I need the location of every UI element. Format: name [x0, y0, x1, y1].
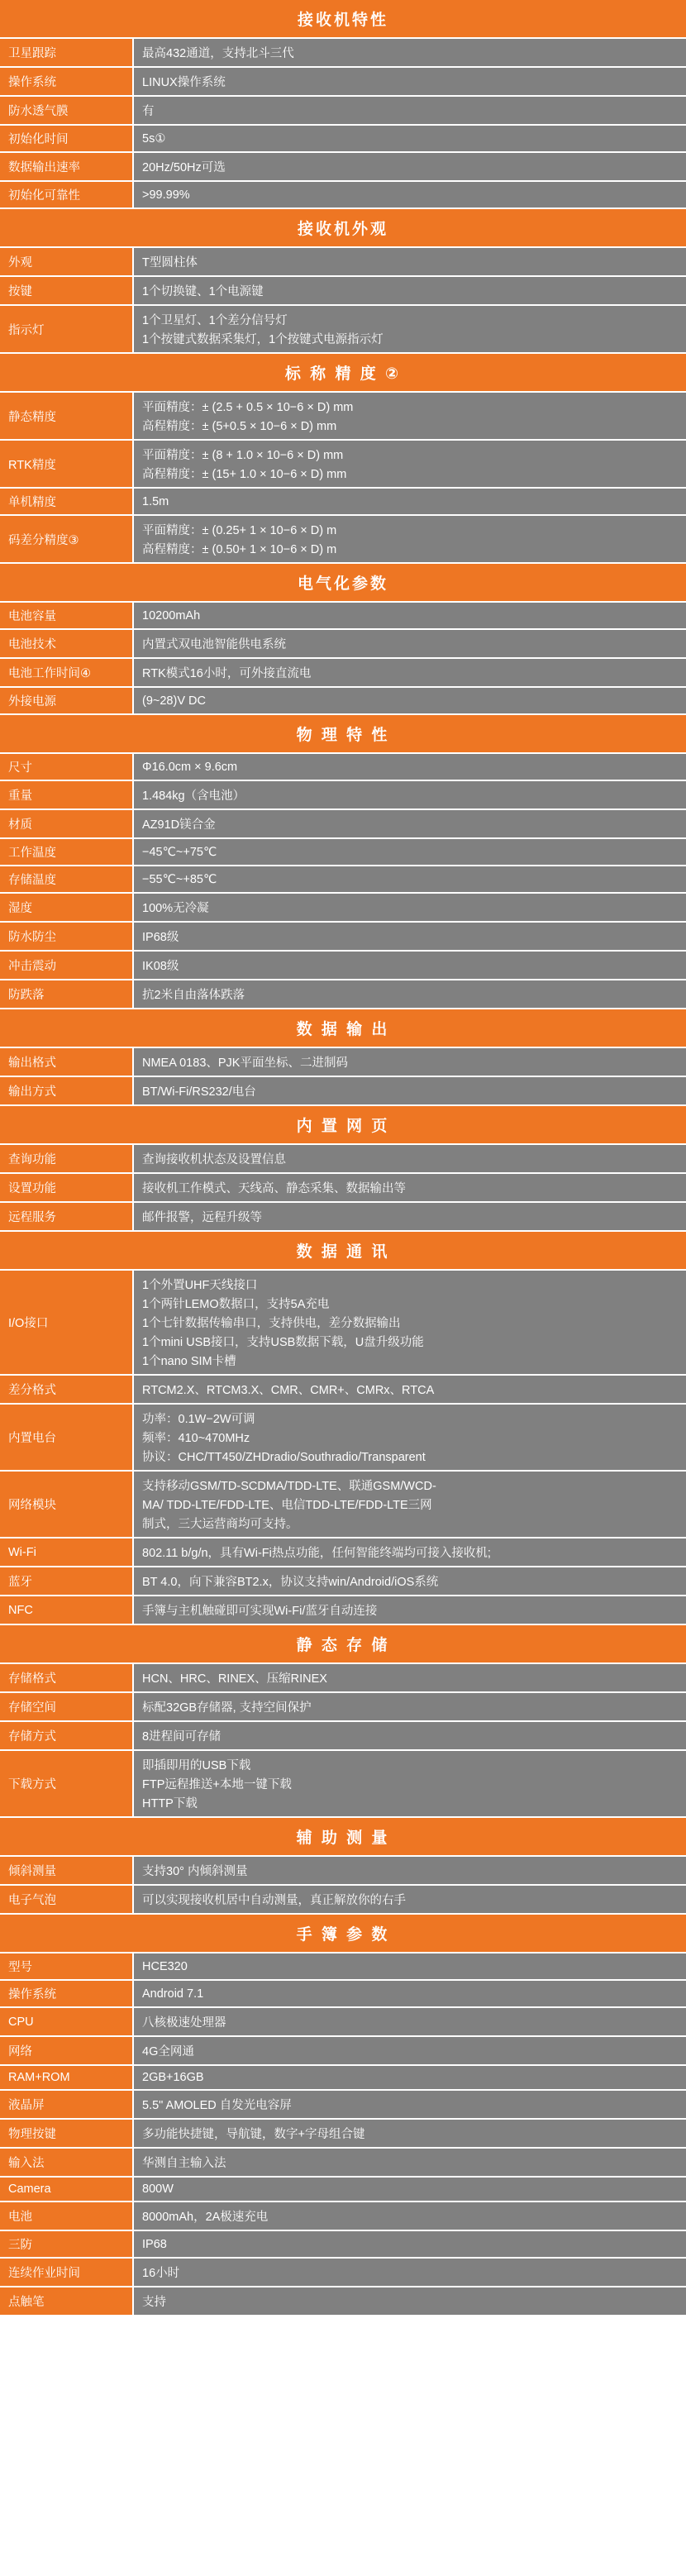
spec-table — [0, 1048, 686, 1106]
spec-label: 防跌落 — [0, 980, 133, 1009]
section-title: 手 簿 参 数 — [0, 1915, 686, 1953]
table-row — [0, 1404, 686, 1471]
spec-table — [0, 1857, 686, 1915]
spec-value-line: Φ16.0cm × 9.6cm — [142, 760, 238, 774]
spec-value-line: −45℃~+75℃ — [142, 845, 217, 859]
spec-value-line: 功率：0.1W−2W可调 — [142, 1413, 255, 1426]
table-row — [0, 2177, 686, 2202]
spec-value — [133, 780, 686, 809]
table-row — [0, 39, 686, 67]
table-row — [0, 1664, 686, 1692]
table-row — [0, 2202, 686, 2230]
spec-label: 外接电源 — [0, 687, 133, 714]
table-row — [0, 2148, 686, 2177]
spec-value — [133, 809, 686, 838]
spec-value-line: LINUX操作系统 — [142, 76, 226, 89]
spec-value — [133, 1750, 686, 1817]
spec-label: 尺寸 — [0, 754, 133, 780]
spec-value-line: 8进程间可存储 — [142, 1730, 222, 1744]
spec-value-line: 接收机工作模式、天线高、静态采集、数据输出等 — [142, 1182, 406, 1195]
spec-value — [133, 2287, 686, 2316]
spec-value-line: 800W — [142, 2182, 174, 2196]
spec-value-line: Android 7.1 — [142, 1987, 204, 2001]
spec-value-line: AZ91D镁合金 — [142, 818, 216, 832]
spec-value — [133, 838, 686, 866]
spec-value — [133, 1404, 686, 1471]
spec-value-line: 802.11 b/g/n，具有Wi-Fi热点功能，任何智能终端均可接入接收机; — [142, 1547, 491, 1560]
spec-value-line: 1个nano SIM卡槽 — [142, 1355, 236, 1368]
spec-value — [133, 603, 686, 629]
spec-label: 电池 — [0, 2202, 133, 2230]
spec-value-line: 抗2米自由落体跌落 — [142, 989, 245, 1002]
spec-value-line: NMEA 0183、PJK平面坐标、二进制码 — [142, 1057, 348, 1070]
spec-value — [133, 440, 686, 488]
spec-value — [133, 393, 686, 440]
spec-label: 卫星跟踪 — [0, 39, 133, 67]
spec-value — [133, 1202, 686, 1231]
spec-value — [133, 305, 686, 353]
spec-value — [133, 488, 686, 515]
spec-value-label: 平面精度： — [142, 449, 202, 462]
spec-value-label: 高程精度： — [142, 420, 202, 433]
table-row — [0, 181, 686, 208]
spec-value-line: (9~28)V DC — [142, 694, 206, 708]
spec-value-line: 1个mini USB接口，支持USB数据下载，U盘升级功能 — [142, 1336, 424, 1349]
spec-label: Camera — [0, 2177, 133, 2202]
table-row — [0, 1202, 686, 1231]
spec-value-line: 2GB+16GB — [142, 2071, 204, 2084]
spec-value — [133, 1664, 686, 1692]
table-row — [0, 629, 686, 658]
spec-value-line: 1个外置UHF天线接口 — [142, 1279, 258, 1292]
spec-table — [0, 39, 686, 209]
spec-label: 输入法 — [0, 2148, 133, 2177]
spec-label: 材质 — [0, 809, 133, 838]
table-row — [0, 2230, 686, 2258]
spec-label: 液晶屏 — [0, 2090, 133, 2119]
spec-label: 网络 — [0, 2036, 133, 2065]
table-row — [0, 1692, 686, 1721]
spec-value-line: 多功能快捷键，导航键，数字+字母组合键 — [142, 2128, 365, 2141]
spec-label: 码差分精度③ — [0, 515, 133, 563]
spec-value-line: BT/Wi-Fi/RS232/电台 — [142, 1085, 256, 1099]
spec-value — [133, 1076, 686, 1105]
spec-label: 外观 — [0, 248, 133, 276]
spec-value — [133, 515, 686, 563]
spec-label: 点触笔 — [0, 2287, 133, 2316]
spec-value-label: 高程精度： — [142, 543, 202, 556]
spec-value — [133, 1857, 686, 1885]
spec-value — [133, 1596, 686, 1624]
table-row — [0, 1980, 686, 2007]
table-row — [0, 440, 686, 488]
spec-value-line: HTTP下载 — [142, 1797, 198, 1810]
spec-value-line: 频率：410~470MHz — [142, 1432, 250, 1445]
spec-value-line: 手簿与主机触碰即可实现Wi-Fi/蓝牙自动连接 — [142, 1605, 378, 1618]
table-row — [0, 603, 686, 629]
spec-value-line: 支持 — [142, 2296, 166, 2309]
spec-value-line: 1个切换键、1个电源键 — [142, 285, 264, 298]
spec-value — [133, 1980, 686, 2007]
table-row — [0, 96, 686, 125]
spec-label: 下载方式 — [0, 1750, 133, 1817]
spec-label: 连续作业时间 — [0, 2258, 133, 2287]
spec-label: 查询功能 — [0, 1145, 133, 1173]
spec-value-text: ± (5+0.5 × 10−6 × D) mm — [202, 420, 337, 433]
table-row — [0, 1375, 686, 1404]
spec-value-line: BT 4.0，向下兼容BT2.x，协议支持win/Android/iOS系统 — [142, 1576, 439, 1589]
section-title: 电气化参数 — [0, 564, 686, 603]
spec-label: I/O接口 — [0, 1271, 133, 1375]
spec-value-text: ± (0.25+ 1 × 10−6 × D) m — [202, 524, 337, 537]
spec-label: 防水防尘 — [0, 922, 133, 951]
spec-label: 差分格式 — [0, 1375, 133, 1404]
spec-table — [0, 1145, 686, 1232]
table-row — [0, 1750, 686, 1817]
table-row — [0, 1076, 686, 1105]
spec-label: 电池容量 — [0, 603, 133, 629]
spec-value — [133, 980, 686, 1009]
spec-value — [133, 2119, 686, 2148]
spec-value — [133, 96, 686, 125]
spec-value-line: MA/ TDD-LTE/FDD-LTE、电信TDD-LTE/FDD-LTE三网 — [142, 1499, 432, 1512]
spec-value-line: 八核极速处理器 — [142, 2016, 226, 2030]
table-row — [0, 152, 686, 181]
spec-value — [133, 687, 686, 714]
table-row — [0, 515, 686, 563]
spec-value — [133, 152, 686, 181]
spec-label: 静态精度 — [0, 393, 133, 440]
spec-value-line: 标配32GB存储器, 支持空间保护 — [142, 1701, 312, 1715]
spec-table — [0, 754, 686, 1009]
table-row — [0, 1953, 686, 1980]
table-row — [0, 687, 686, 714]
spec-label: 存储空间 — [0, 1692, 133, 1721]
spec-value — [133, 2036, 686, 2065]
table-row — [0, 1538, 686, 1567]
spec-label: 按键 — [0, 276, 133, 305]
spec-value-line: 100%无冷凝 — [142, 902, 209, 915]
spec-value — [133, 893, 686, 922]
table-row — [0, 2036, 686, 2065]
spec-label: 远程服务 — [0, 1202, 133, 1231]
spec-label: 三防 — [0, 2230, 133, 2258]
spec-value — [133, 2007, 686, 2036]
table-row — [0, 2287, 686, 2316]
section-title: 静 态 存 储 — [0, 1625, 686, 1664]
spec-table — [0, 1953, 686, 2316]
spec-value — [133, 1721, 686, 1750]
spec-label: 输出格式 — [0, 1048, 133, 1076]
spec-value — [133, 1885, 686, 1914]
table-row — [0, 2119, 686, 2148]
spec-value-line: 查询接收机状态及设置信息 — [142, 1153, 286, 1166]
spec-value — [133, 629, 686, 658]
table-row — [0, 780, 686, 809]
table-row — [0, 658, 686, 687]
spec-value-line: 1个七针数据传输串口，支持供电，差分数据输出 — [142, 1317, 401, 1330]
spec-value — [133, 1471, 686, 1538]
spec-value — [133, 1145, 686, 1173]
spec-value-label: 平面精度： — [142, 524, 202, 537]
spec-value-line: T型圆柱体 — [142, 256, 198, 270]
table-row — [0, 2007, 686, 2036]
table-row — [0, 1471, 686, 1538]
spec-label: RAM+ROM — [0, 2065, 133, 2090]
spec-value-line: >99.99% — [142, 188, 190, 202]
spec-value-line: IP68级 — [142, 931, 179, 944]
table-row — [0, 2258, 686, 2287]
section-title: 数 据 输 出 — [0, 1009, 686, 1048]
spec-label: 操作系统 — [0, 1980, 133, 2007]
spec-value-line: HCN、HRC、RINEX、压缩RINEX — [142, 1672, 327, 1686]
spec-value-text: ± (0.50+ 1 × 10−6 × D) m — [202, 543, 337, 556]
table-row — [0, 922, 686, 951]
spec-label: RTK精度 — [0, 440, 133, 488]
spec-value — [133, 1692, 686, 1721]
spec-value — [133, 125, 686, 152]
table-row — [0, 276, 686, 305]
table-row — [0, 980, 686, 1009]
spec-value-line: 有 — [142, 105, 155, 118]
table-row — [0, 1048, 686, 1076]
spec-label: 内置电台 — [0, 1404, 133, 1471]
spec-value-label: 平面精度： — [142, 401, 202, 414]
table-row — [0, 1721, 686, 1750]
spec-value-line: 邮件报警，远程升级等 — [142, 1211, 262, 1224]
spec-value-line: 协议：CHC/TT450/ZHDradio/Southradio/Transparent — [142, 1451, 426, 1464]
table-row — [0, 866, 686, 893]
spec-label: 初始化可靠性 — [0, 181, 133, 208]
spec-label: 湿度 — [0, 893, 133, 922]
table-row — [0, 1567, 686, 1596]
spec-table — [0, 1271, 686, 1625]
spec-value-text: ± (8 + 1.0 × 10−6 × D) mm — [202, 449, 344, 462]
spec-label: 蓝牙 — [0, 1567, 133, 1596]
table-row — [0, 838, 686, 866]
spec-label: CPU — [0, 2007, 133, 2036]
table-row — [0, 951, 686, 980]
spec-value-line: 制式，三大运营商均可支持。 — [142, 1518, 298, 1531]
spec-label: NFC — [0, 1596, 133, 1624]
spec-value — [133, 1538, 686, 1567]
section-title: 接收机特性 — [0, 0, 686, 39]
spec-value-line: 16小时 — [142, 2267, 180, 2280]
table-row — [0, 1145, 686, 1173]
spec-label: 倾斜测量 — [0, 1857, 133, 1885]
spec-value — [133, 1048, 686, 1076]
spec-value — [133, 2090, 686, 2119]
spec-value-line: 华测自主输入法 — [142, 2157, 226, 2170]
spec-value-line: 支持30° 内倾斜测量 — [142, 1865, 248, 1878]
spec-value — [133, 181, 686, 208]
spec-label: 电池技术 — [0, 629, 133, 658]
spec-value-line: 1个按键式数据采集灯，1个按键式电源指示灯 — [142, 333, 383, 346]
section-title: 标 称 精 度 ② — [0, 354, 686, 393]
spec-value — [133, 2230, 686, 2258]
section-title: 数 据 通 讯 — [0, 1232, 686, 1271]
spec-value — [133, 2065, 686, 2090]
table-row — [0, 248, 686, 276]
spec-value — [133, 2258, 686, 2287]
table-row — [0, 1596, 686, 1624]
spec-value — [133, 67, 686, 96]
spec-value — [133, 658, 686, 687]
spec-table — [0, 603, 686, 715]
spec-value — [133, 951, 686, 980]
spec-label: 存储格式 — [0, 1664, 133, 1692]
spec-value — [133, 1567, 686, 1596]
spec-label: 重量 — [0, 780, 133, 809]
table-row — [0, 1885, 686, 1914]
spec-value-line: FTP远程推送+本地一键下载 — [142, 1778, 292, 1791]
spec-value-line: 可以实现接收机居中自动测量，真正解放你的右手 — [142, 1894, 406, 1907]
spec-value-line: 1个两针LEMO数据口，支持5A充电 — [142, 1298, 330, 1311]
spec-value-text: ± (15+ 1.0 × 10−6 × D) mm — [202, 468, 347, 481]
section-title: 辅 助 测 量 — [0, 1818, 686, 1857]
spec-value — [133, 2148, 686, 2177]
spec-value — [133, 276, 686, 305]
spec-label: 输出方式 — [0, 1076, 133, 1105]
spec-label: 网络模块 — [0, 1471, 133, 1538]
spec-label: 指示灯 — [0, 305, 133, 353]
spec-value-line: 4G全网通 — [142, 2045, 194, 2058]
table-row — [0, 305, 686, 353]
spec-value-line: HCE320 — [142, 1959, 188, 1973]
spec-value — [133, 754, 686, 780]
spec-value-line: 8000mAh，2A极速充电 — [142, 2211, 269, 2224]
table-row — [0, 1271, 686, 1375]
spec-label: 工作温度 — [0, 838, 133, 866]
section-title: 物 理 特 性 — [0, 715, 686, 754]
spec-label: 操作系统 — [0, 67, 133, 96]
table-row — [0, 2090, 686, 2119]
spec-value-line: −55℃~+85℃ — [142, 872, 217, 886]
spec-value-label: 高程精度： — [142, 468, 202, 481]
spec-value-line: 内置式双电池智能供电系统 — [142, 638, 286, 651]
spec-value-line: 5s① — [142, 131, 166, 145]
table-row — [0, 893, 686, 922]
spec-table — [0, 393, 686, 564]
spec-label: 型号 — [0, 1953, 133, 1980]
spec-label: 初始化时间 — [0, 125, 133, 152]
spec-value-line: IK08级 — [142, 960, 179, 973]
spec-value-line: RTCM2.X、RTCM3.X、CMR、CMR+、CMRx、RTCA — [142, 1384, 435, 1397]
spec-value — [133, 39, 686, 67]
table-row — [0, 125, 686, 152]
spec-value-line: IP68 — [142, 2237, 167, 2251]
spec-value — [133, 1953, 686, 1980]
spec-label: 设置功能 — [0, 1173, 133, 1202]
table-row — [0, 754, 686, 780]
spec-value-line: 即插即用的USB下载 — [142, 1759, 251, 1772]
spec-value — [133, 1173, 686, 1202]
spec-label: Wi-Fi — [0, 1538, 133, 1567]
spec-value-line: 1.484kg（含电池） — [142, 789, 245, 803]
table-row — [0, 1857, 686, 1885]
spec-value-line: 最高432通道，支持北斗三代 — [142, 47, 294, 60]
spec-value-line: 1个卫星灯、1个差分信号灯 — [142, 314, 288, 327]
spec-value-line: 10200mAh — [142, 608, 201, 623]
table-row — [0, 67, 686, 96]
spec-value-line: 5.5" AMOLED 自发光电容屏 — [142, 2099, 292, 2112]
spec-value-line: 1.5m — [142, 494, 169, 508]
spec-table — [0, 1664, 686, 1818]
spec-label: 存储温度 — [0, 866, 133, 893]
spec-label: 单机精度 — [0, 488, 133, 515]
section-title: 接收机外观 — [0, 209, 686, 248]
spec-label: 电池工作时间④ — [0, 658, 133, 687]
spec-label: 数据输出速率 — [0, 152, 133, 181]
spec-value-line: 支持移动GSM/TD-SCDMA/TDD-LTE、联通GSM/WCD- — [142, 1480, 436, 1493]
table-row — [0, 488, 686, 515]
spec-label: 存储方式 — [0, 1721, 133, 1750]
spec-value-line: 20Hz/50Hz可选 — [142, 161, 226, 174]
spec-value — [133, 248, 686, 276]
section-title: 内 置 网 页 — [0, 1106, 686, 1145]
spec-table — [0, 248, 686, 354]
spec-label: 电子气泡 — [0, 1885, 133, 1914]
spec-value — [133, 1271, 686, 1375]
table-row — [0, 393, 686, 440]
spec-value — [133, 866, 686, 893]
spec-value — [133, 922, 686, 951]
spec-label: 防水透气膜 — [0, 96, 133, 125]
spec-value-text: ± (2.5 + 0.5 × 10−6 × D) mm — [202, 401, 354, 414]
spec-value — [133, 2177, 686, 2202]
table-row — [0, 1173, 686, 1202]
spec-value — [133, 2202, 686, 2230]
spec-label: 物理按键 — [0, 2119, 133, 2148]
table-row — [0, 809, 686, 838]
table-row — [0, 2065, 686, 2090]
spec-label: 冲击震动 — [0, 951, 133, 980]
spec-value-line: RTK模式16小时，可外接直流电 — [142, 667, 312, 680]
spec-value — [133, 1375, 686, 1404]
